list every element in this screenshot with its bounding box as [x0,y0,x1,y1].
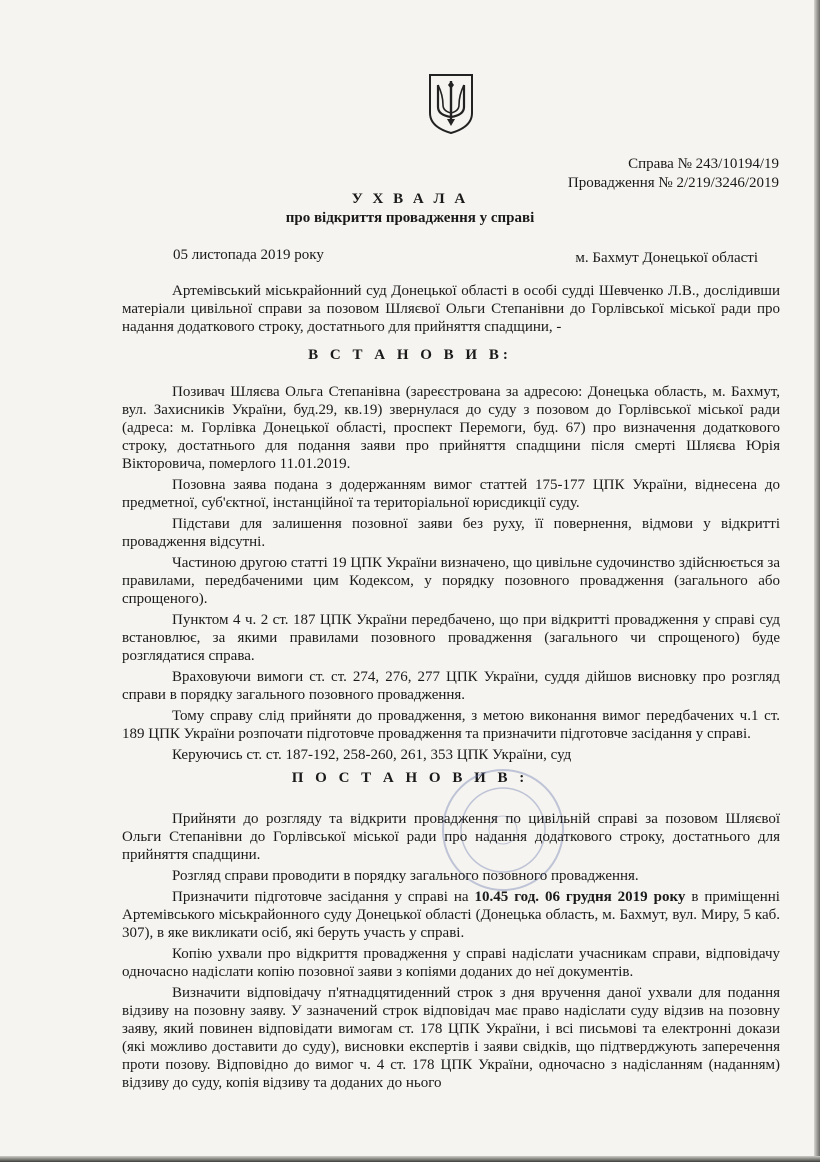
hearing-paragraph [122,888,780,942]
paragraph: Визначити відповідачу п'ятнадцятиденний строк з дня вручення даної ухвали для подання відзиву на позовну заяву. У зазначений строк відповідач має право надіслати суду відзив на позовну заяву, який повинен відповідати вимогам ст. 178 ЦПК України, і всі письмові та електронні докази (які можливо доставити до суду), висновки експертів і заяви свідків, що підтверджують заперечення проти позову. Відповідно до вимог ч. 4 ст. 178 ЦПК України, одночасно з надісланням (наданням) відзиву до суду, копія відзиву та доданих до нього [122,985,780,1091]
ruled-heading: П О С Т А Н О В И В : [291,770,529,786]
paragraph: Позивач Шляєва Ольга Степанівна (зареєстрована за адресою: Донецька область, м. Бахмут, вул. Захисників України, буд.29, кв.19) звернулася до суду з позовом до Горлівської міської ради (адреса: м. Горлівка Донецької області, проспект Перемоги, буд. 67) про визначення додаткового строку, достатнього для подання заяви про прийняття спадщини після смерті Шляєва Юрія Вікторовича, померлого 11.01.2019. [122,384,780,472]
scan-edge-right [814,0,820,1162]
paragraph: Підстави для залишення позовної заяви без руху, її повернення, відмови у відкритті провадження відсутні. [122,516,780,550]
paragraph: Пунктом 4 ч. 2 ст. 187 ЦПК України передбачено, що при відкритті провадження у справі суд встановлює, за якими правилами позовного провадження (загального чи спрощеного) буде розглядатися справа. [122,612,780,664]
hearing-text-after: в приміщенні Артемівського міськрайонного суду Донецької області (Донецька область, м. Бахмут, вул. Миру, 5 каб. 307), в яке викликати осіб, які беруть участь у справі. [122,889,780,941]
hearing-text-before: Призначити підготовче засідання у справі на [172,889,475,905]
paragraph: Керуючись ст. ст. 187-192, 258-260, 261, 353 ЦПК України, суд [172,747,572,763]
established-block [122,383,780,764]
paragraph: Враховуючи вимоги ст. ст. 274, 276, 277 ЦПК України, суддя дійшов висновку про розгляд справи в порядку загального позовного провадження. [122,669,780,703]
established-heading: В С Т А Н О В И В: [308,347,512,363]
document-city: м. Бахмут Донецької області [575,250,758,266]
intro-paragraph: Артемівський міськрайонний суд Донецької області в особі судді Шевченко Л.В., дослідивши матеріали цивільної справи за позовом Шляєвої Ольги Степанівни до Горлівської міської ради про надання додаткового строку, достатнього для прийняття спадщини, - [122,283,780,335]
paragraph: Прийняти до розгляду та відкрити провадження по цивільній справі за позовом Шляєвої Ольги Степанівни до Горлівської міської ради про надання додаткового строку, достатнього для прийняття спадщини. [122,811,780,863]
trident-coat-of-arms-icon [427,73,475,135]
case-info [568,155,779,193]
paragraph: Розгляд справи проводити в порядку загального позовного провадження. [172,868,639,884]
document-subtitle: про відкриття провадження у справі [285,210,535,226]
ruled-block [122,810,780,1092]
proceeding-number: Провадження № 2/219/3246/2019 [567,175,779,191]
paragraph: Копію ухвали про відкриття провадження у справі надіслати учасникам справи, відповідачу одночасно надіслати копію позовної заяви з копіями доданих до неї документів. [122,946,780,980]
hearing-datetime: 10.45 год. 06 грудня 2019 року [474,889,686,905]
intro-block [122,282,780,336]
paragraph: Тому справу слід прийняти до провадження, з метою виконання вимог передбачених ч.1 ст. 189 ЦПК України розпочати підготовче провадження та призначити підготовче засідання у справі. [122,708,780,742]
document-title: У Х В А Л А [351,191,469,207]
scan-edge-bottom [0,1156,820,1162]
paragraph: Позовна заява подана з додержанням вимог статтей 175-177 ЦПК України, віднесена до предметної, суб'єктної, інстанційної та територіальної юрисдикції суду. [122,477,780,511]
paragraph: Частиною другою статті 19 ЦПК України визначено, що цивільне судочинство здійснюється за правилами, передбаченими цим Кодексом, у порядку позовного провадження (загального або спрощеного). [122,555,780,607]
document-date: 05 листопада 2019 року [173,247,324,263]
case-number: Справа № 243/10194/19 [628,156,779,172]
